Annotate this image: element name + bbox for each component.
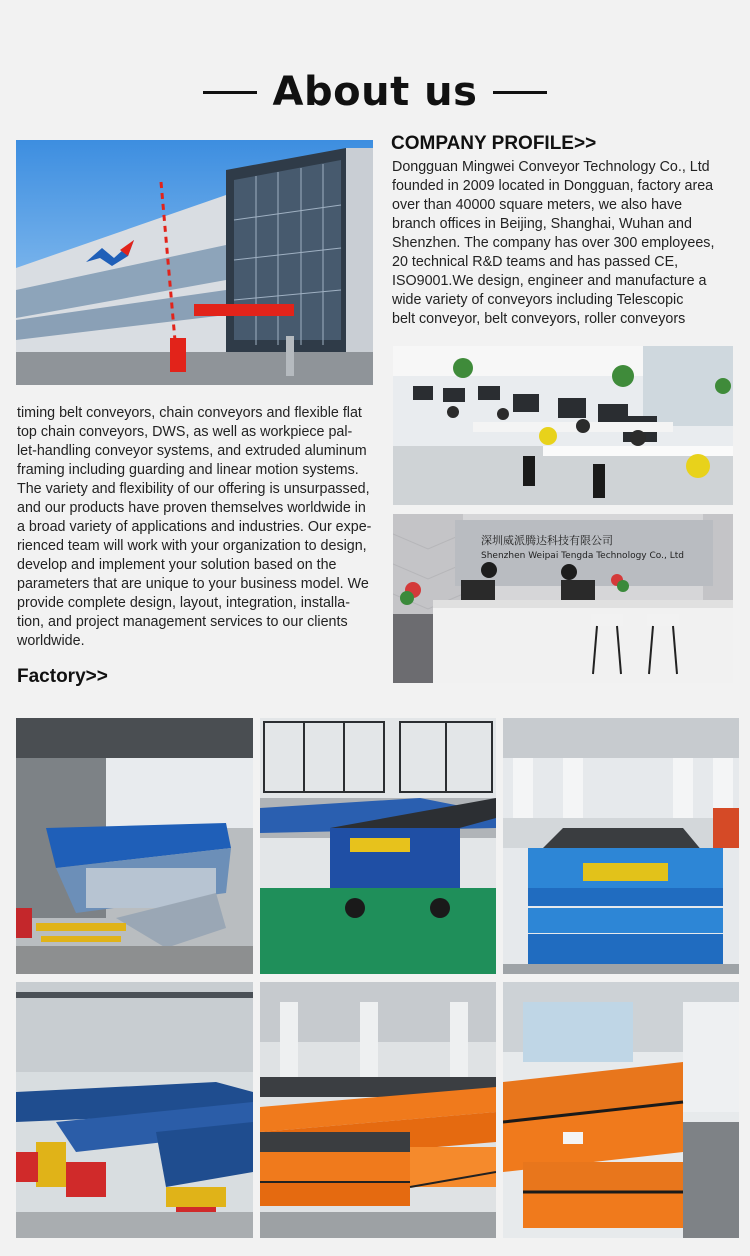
office-photo bbox=[393, 346, 733, 505]
profile-line: rienced team will work with your organization to design, bbox=[17, 538, 367, 554]
factory-heading: Factory>> bbox=[17, 666, 108, 687]
company-profile-heading: COMPANY PROFILE>> bbox=[391, 133, 597, 154]
profile-line: framing including guarding and linear motion systems. bbox=[17, 462, 359, 478]
company-building-photo bbox=[16, 140, 373, 385]
profile-line: wide variety of conveyors including Telescopic bbox=[392, 292, 684, 308]
profile-line: Dongguan Mingwei Conveyor Technology Co., Ltd bbox=[392, 159, 710, 175]
profile-line: and our products have proven themselves worldwide in bbox=[17, 500, 366, 516]
profile-line: belt conveyor, belt conveyors, roller conveyors bbox=[392, 311, 686, 327]
page-title: About us bbox=[272, 69, 478, 115]
profile-line: 20 technical R&D teams and has passed CE, bbox=[392, 254, 679, 270]
factory-photo-5 bbox=[260, 982, 496, 1238]
factory-photo-4 bbox=[16, 982, 253, 1238]
profile-line: ISO9001.We design, engineer and manufacture a bbox=[392, 273, 707, 289]
section-title bbox=[0, 64, 750, 120]
profile-line: tion, and project management services to our clients bbox=[17, 614, 348, 630]
profile-line: The variety and flexibility of our offering is unsurpassed, bbox=[17, 481, 370, 497]
profile-line: timing belt conveyors, chain conveyors and flexible flat bbox=[17, 405, 362, 421]
profile-line: over than 40000 square meters, we also have bbox=[392, 197, 683, 213]
profile-line: worldwide. bbox=[17, 633, 85, 649]
reception-sign-en: Shenzhen Weipai Tengda Technology Co., Ltd bbox=[481, 551, 684, 561]
profile-line: branch offices in Beijing, Shanghai, Wuhan and bbox=[392, 216, 692, 232]
profile-line: parameters that are unique to your business model. We bbox=[17, 576, 369, 592]
profile-line: top chain conveyors, DWS, as well as workpiece pal- bbox=[17, 424, 353, 440]
factory-photo-6 bbox=[503, 982, 739, 1238]
profile-line: provide complete design, layout, integration, installa- bbox=[17, 595, 350, 611]
title-right-dash bbox=[493, 91, 547, 94]
company-profile-text-top bbox=[392, 158, 742, 329]
reception-sign-cn: 深圳威派腾达科技有限公司 bbox=[481, 534, 613, 547]
profile-line: let-handling conveyor systems, and extruded aluminum bbox=[17, 443, 367, 459]
company-profile-text-bottom bbox=[17, 404, 383, 651]
factory-photo-1 bbox=[16, 718, 253, 974]
factory-photo-3 bbox=[503, 718, 739, 974]
title-left-dash bbox=[203, 91, 257, 94]
profile-line: develop and implement your solution based on the bbox=[17, 557, 337, 573]
profile-line: founded in 2009 located in Dongguan, factory area bbox=[392, 178, 714, 194]
reception-photo bbox=[393, 514, 733, 683]
profile-line: Shenzhen. The company has over 300 employees, bbox=[392, 235, 715, 251]
profile-line: a broad variety of applications and industries. Our expe- bbox=[17, 519, 372, 535]
factory-photo-2 bbox=[260, 718, 496, 974]
